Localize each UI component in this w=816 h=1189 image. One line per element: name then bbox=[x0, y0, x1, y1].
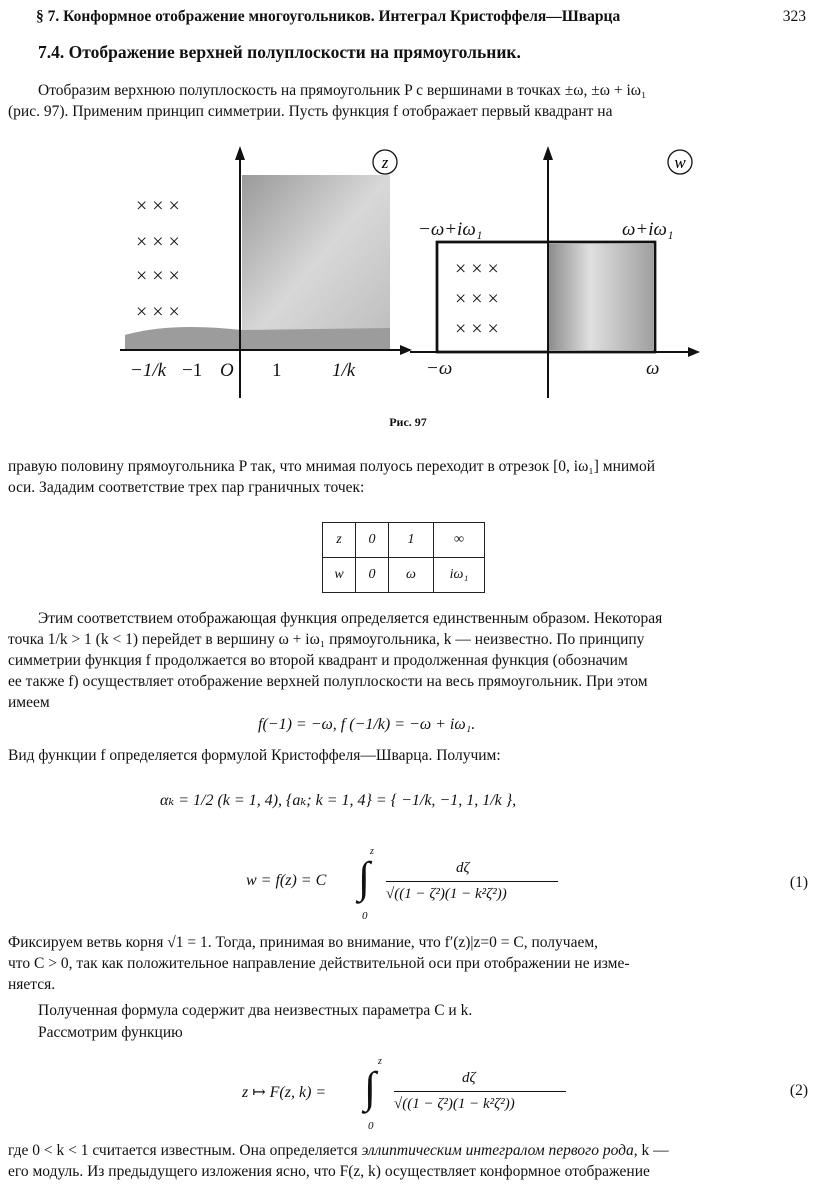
equation-2-numerator: dζ bbox=[462, 1070, 476, 1086]
equation-f-values: f(−1) = −ω, f (−1/k) = −ω + iω₁. bbox=[258, 716, 476, 733]
running-header bbox=[36, 8, 806, 26]
w-real-axis-arrow-icon bbox=[688, 347, 700, 357]
paragraph-2 bbox=[8, 456, 808, 498]
paragraph-3-line-5: имеем bbox=[8, 694, 50, 711]
table-row bbox=[323, 558, 485, 593]
tick-label-1-over-k: 1/k bbox=[332, 360, 356, 381]
svg-text:× × ×: × × × bbox=[136, 301, 180, 323]
equation-2 bbox=[242, 1056, 808, 1132]
table-row bbox=[323, 523, 485, 558]
paragraph-3 bbox=[8, 608, 808, 713]
w-axis-arrow-icon bbox=[543, 146, 553, 160]
figure-caption: Рис. 97 bbox=[389, 415, 427, 429]
equation-1-number: (1) bbox=[789, 874, 808, 891]
paragraph-6: Полученная формула содержит два неизвестных параметра C и k. bbox=[38, 1002, 473, 1019]
table-cell: 1 bbox=[389, 523, 434, 558]
section-title: 7.4. Отображение верхней полуплоскости на прямоугольник. bbox=[38, 42, 521, 62]
table-cell: z bbox=[323, 523, 356, 558]
tick-label-neg-1-over-k: −1/k bbox=[130, 360, 167, 381]
paragraph-5-line-3: няется. bbox=[8, 976, 56, 993]
svg-text:× × ×: × × × bbox=[136, 231, 180, 253]
equation-alpha: αₖ = 1/2 (k = 1, 4), {aₖ; k = 1, 4} = { −1/k, −1, 1, 1/k }, bbox=[160, 792, 517, 809]
figure-97 bbox=[110, 140, 710, 405]
vertex-label-bottom-left: −ω bbox=[426, 358, 453, 379]
page-number: 323 bbox=[782, 8, 806, 25]
table-cell: w bbox=[323, 558, 356, 593]
table-cell: ω bbox=[389, 558, 434, 593]
paragraph-8-line-2: его модуль. Из предыдущего изложения ясно, что F(z, k) осуществляет конформное отображение bbox=[8, 1163, 650, 1180]
paragraph-5-line-2: что C > 0, так как положительное направление действительной оси при отображении не изме- bbox=[8, 955, 630, 972]
z-axis-arrow-icon bbox=[235, 146, 245, 160]
integral-sign-icon: ∫ bbox=[364, 1063, 377, 1112]
z-plane-panel bbox=[120, 146, 412, 398]
equation-1 bbox=[246, 846, 808, 922]
z-crosses bbox=[136, 195, 180, 323]
svg-text:× × ×: × × × bbox=[455, 288, 499, 310]
svg-text:× × ×: × × × bbox=[455, 258, 499, 280]
table-cell: 0 bbox=[356, 523, 389, 558]
table-cell: iω₁ bbox=[434, 558, 485, 593]
vertex-label-top-left: −ω+iω₁ bbox=[418, 219, 483, 240]
paragraph-3-line-1: Этим соответствием отображающая функция определяется единственным образом. Некоторая bbox=[38, 610, 663, 627]
svg-text:× × ×: × × × bbox=[136, 195, 180, 217]
z-plane-badge-label: z bbox=[381, 153, 389, 172]
paragraph-5-line-1: Фиксируем ветвь корня √1 = 1. Тогда, принимая во внимание, что f′(z)|z=0 = C, получаем, bbox=[8, 934, 599, 951]
svg-text:× × ×: × × × bbox=[455, 318, 499, 340]
table-cell: ∞ bbox=[434, 523, 485, 558]
right-half-shading bbox=[548, 244, 653, 350]
fraction-bar bbox=[386, 881, 558, 882]
boundary-shading bbox=[125, 327, 390, 350]
fraction-bar bbox=[394, 1091, 566, 1092]
paragraph-1-line-2: (рис. 97). Применим принцип симметрии. Пусть функция f отображает первый квадрант на bbox=[8, 103, 613, 120]
vertex-label-top-right: ω+iω₁ bbox=[622, 219, 674, 240]
equation-1-upper-limit: z bbox=[370, 846, 374, 857]
svg-text:× × ×: × × × bbox=[136, 265, 180, 287]
tick-label-origin: O bbox=[220, 360, 234, 381]
equation-1-numerator: dζ bbox=[456, 860, 470, 876]
elliptic-integral-term: эллиптическим интегралом первого рода bbox=[361, 1142, 634, 1159]
paragraph-1-line-1: Отобразим верхнюю полуплоскость на прямоугольник P с вершинами в точках ±ω, ±ω + iω₁ bbox=[38, 82, 647, 99]
tick-label-1: 1 bbox=[272, 360, 282, 381]
w-crosses bbox=[455, 258, 499, 340]
z-real-axis-arrow-icon bbox=[400, 345, 412, 355]
equation-2-number: (2) bbox=[789, 1082, 808, 1099]
paragraph-8-text-c: , k — bbox=[633, 1142, 669, 1159]
paragraph-1 bbox=[8, 80, 808, 122]
equation-2-lhs: z ↦ F(z, k) = bbox=[242, 1084, 327, 1101]
paragraph-8-text-a: где 0 < k < 1 считается известным. Она определяется bbox=[8, 1142, 362, 1159]
paragraph-2-line-1: правую половину прямоугольника P так, что мнимая полуось переходит в отрезок [0, iω₁] мнимой bbox=[8, 458, 656, 475]
paragraph-3-line-3: симметрии функция f продолжается во второй квадрант и продолженная функция (обозначим bbox=[8, 652, 628, 669]
paragraph-8-line-1 bbox=[8, 1140, 808, 1161]
first-quadrant-shading bbox=[242, 175, 390, 350]
paragraph-5 bbox=[8, 932, 808, 995]
paragraph-3-line-2: точка 1/k > 1 (k < 1) перейдет в вершину ω + iω₁ прямоугольника, k — неизвестно. По принципу bbox=[8, 631, 645, 648]
vertex-label-bottom-right: ω bbox=[646, 358, 660, 379]
paragraph-3-line-4: ее также f) осуществляет отображение верхней полуплоскости на весь прямоугольник. При этом bbox=[8, 673, 648, 690]
correspondence-table bbox=[322, 522, 485, 593]
table-cell: 0 bbox=[356, 558, 389, 593]
tick-label-neg-1: −1 bbox=[182, 360, 203, 381]
w-plane-panel bbox=[410, 146, 700, 398]
equation-2-denominator: √((1 − ζ²)(1 − k²ζ²)) bbox=[394, 1096, 515, 1112]
equation-2-upper-limit: z bbox=[378, 1056, 382, 1067]
paragraph-8 bbox=[8, 1140, 808, 1182]
equation-1-denominator: √((1 − ζ²)(1 − k²ζ²)) bbox=[386, 886, 507, 902]
integral-sign-icon: ∫ bbox=[358, 853, 371, 902]
running-title: § 7. Конформное отображение многоугольников. Интеграл Кристоффеля—Шварца bbox=[36, 8, 621, 25]
w-plane-badge-label: w bbox=[674, 153, 686, 172]
equation-2-lower-limit: 0 bbox=[368, 1120, 374, 1132]
equation-1-lhs: w = f(z) = C bbox=[246, 872, 327, 889]
paragraph-7: Рассмотрим функцию bbox=[38, 1024, 183, 1041]
equation-1-lower-limit: 0 bbox=[362, 910, 368, 922]
paragraph-2-line-2: оси. Зададим соответствие трех пар граничных точек: bbox=[8, 479, 365, 496]
paragraph-4: Вид функции f определяется формулой Кристоффеля—Шварца. Получим: bbox=[8, 747, 501, 764]
